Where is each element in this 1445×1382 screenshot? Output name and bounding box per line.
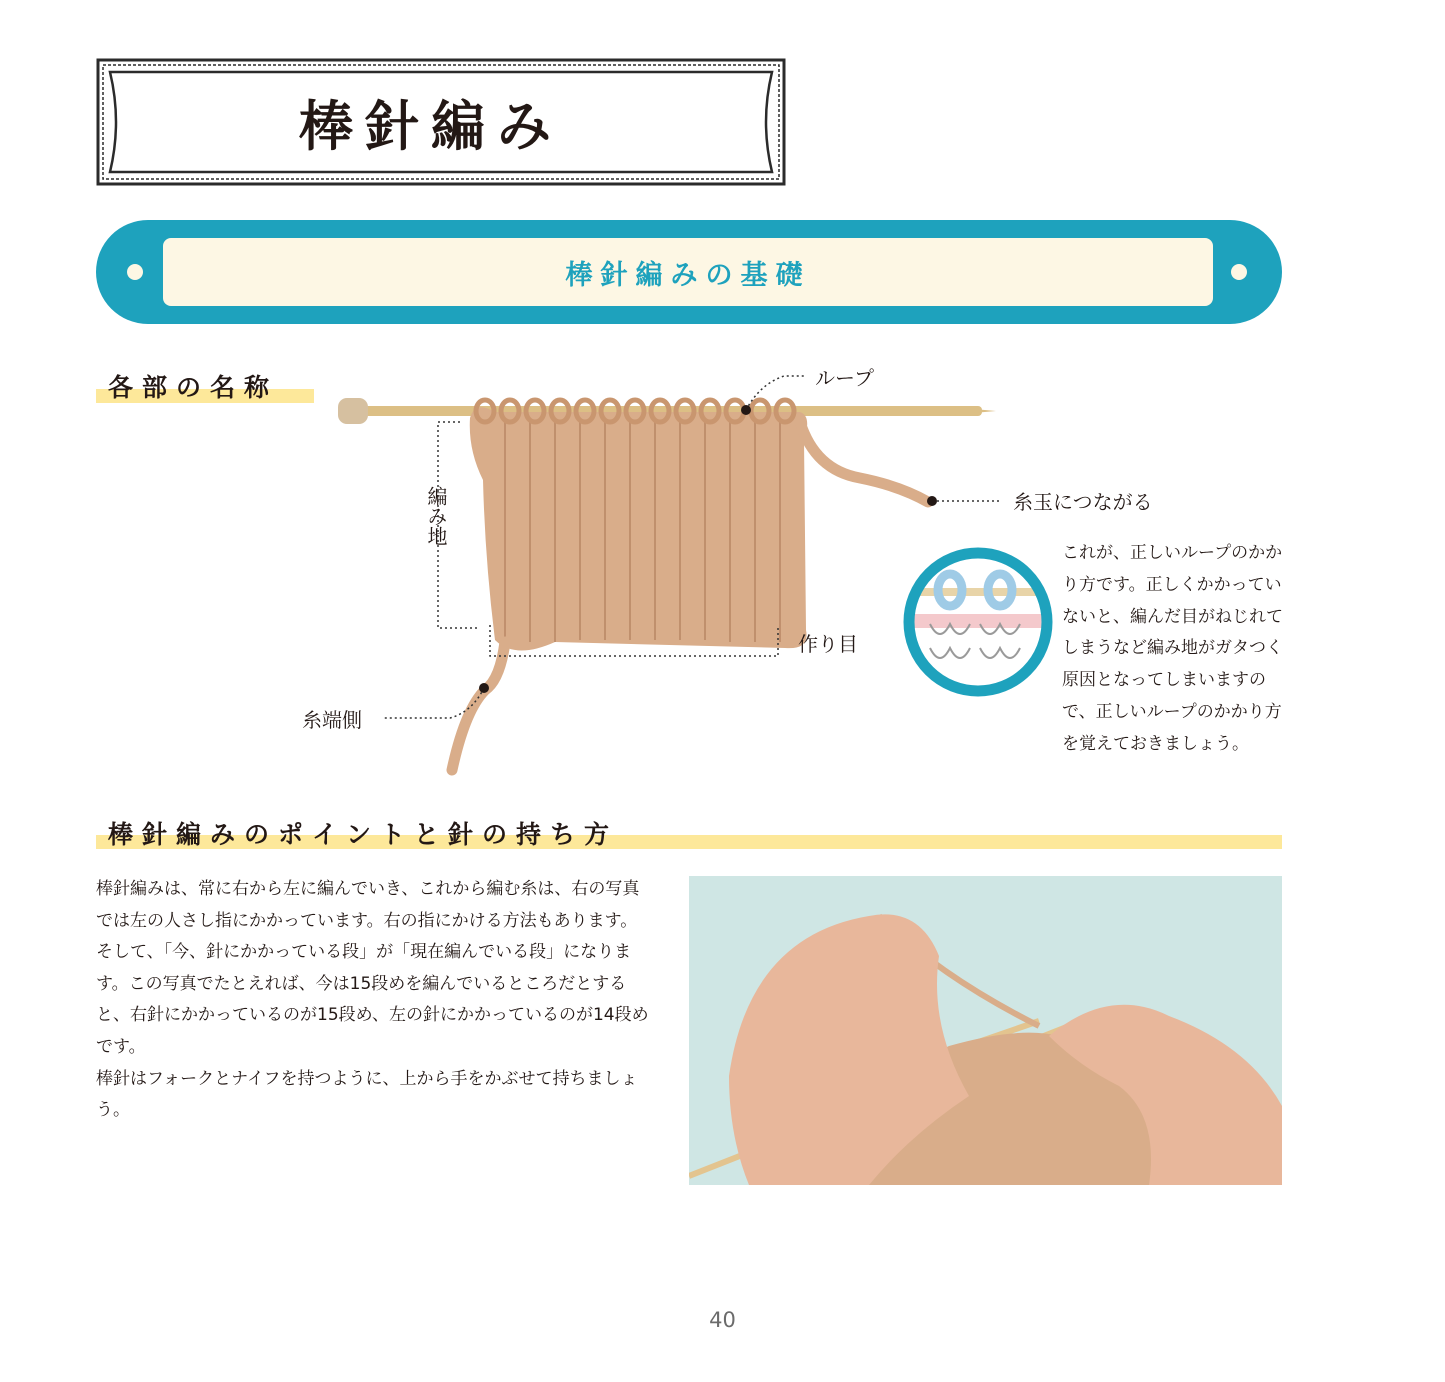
loop-detail-circle (900, 544, 1056, 700)
section-title: 棒針編みの基礎 (163, 238, 1213, 306)
points-heading: 棒針編みのポイントと針の持ち方 (108, 820, 619, 849)
points-paragraph: 棒針編みは、常に右から左に編んでいき、これから編む糸は、右の写真では左の人さし指にかかっています。右の指にかける方法もあります。 (96, 879, 640, 931)
label-loop: ループ (815, 366, 874, 390)
band-dot-right (1231, 264, 1247, 280)
knitted-fabric (470, 407, 807, 650)
page-number: 40 (709, 1308, 736, 1332)
points-paragraph: そして、「今、針にかかっている段」が「現在編んでいる段」になります。この写真でたとえれば、今は15段めを編んでいるところだとすると、右針にかかっているのが15段め、左の針にかかっているのが14段めです。 (96, 942, 649, 1057)
parts-heading: 各部の名称 (108, 373, 279, 402)
label-fabric: 編み地 (424, 486, 448, 546)
band-dot-left (127, 264, 143, 280)
knitting-hands-photo (689, 876, 1282, 1185)
working-yarn (800, 422, 928, 502)
label-cast-on: 作り目 (798, 632, 858, 656)
loop-note: これが、正しいループのかかり方です。正しくかかっていないと、編んだ目がねじれてしまうなど編み地がガタつく原因となってしまいますので、正しいループのかかり方を覚えておきましょう。 (1062, 543, 1283, 754)
label-tail: 糸端側 (302, 708, 362, 732)
page-title: 棒針編み (299, 94, 563, 158)
points-body (96, 874, 656, 1127)
yarn-tail (452, 642, 505, 770)
points-paragraph: 棒針はフォークとナイフを持つように、上から手をかぶせて持ちましょう。 (96, 1068, 638, 1121)
label-to-ball: 糸玉につながる (1013, 490, 1153, 514)
needle-cap (338, 398, 368, 424)
